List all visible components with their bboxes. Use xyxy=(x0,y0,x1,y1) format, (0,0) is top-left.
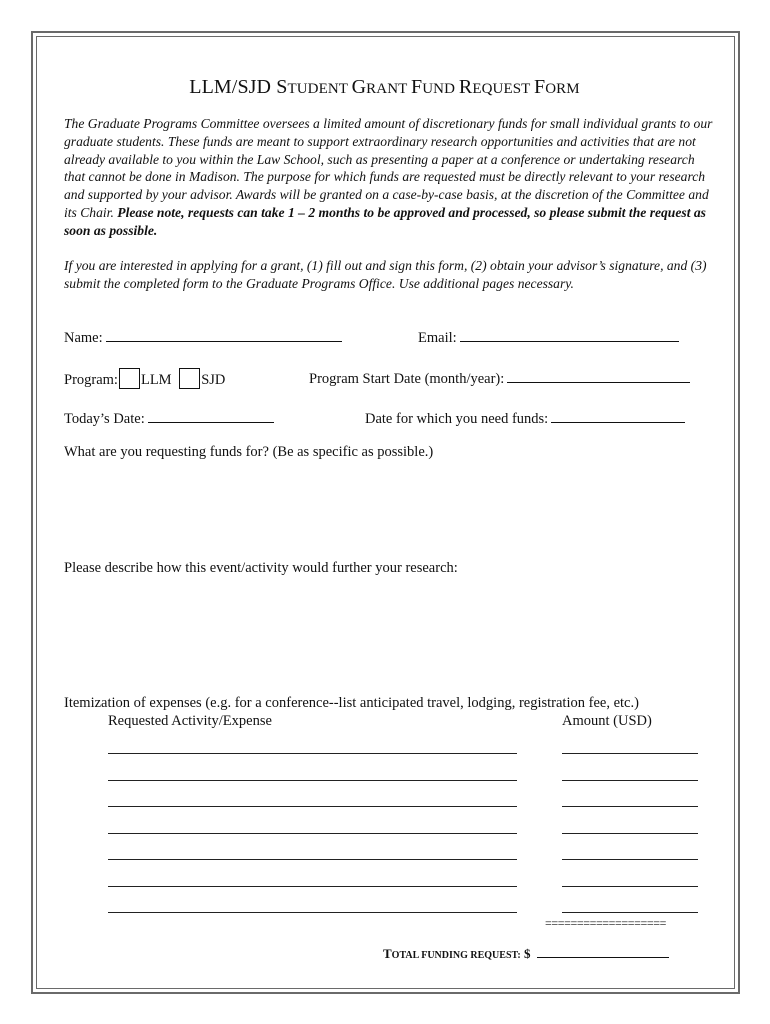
todays-date-input-line[interactable] xyxy=(148,408,274,423)
expense-activity-line[interactable] xyxy=(108,859,517,860)
funds-date-input-line[interactable] xyxy=(551,408,685,423)
funds-date-field xyxy=(365,408,685,428)
requesting-answer-area[interactable] xyxy=(64,466,714,556)
todays-date-field xyxy=(64,408,274,428)
name-input-line[interactable] xyxy=(106,327,342,342)
start-date-label: Program Start Date (month/year): xyxy=(309,371,505,387)
expense-amount-line[interactable] xyxy=(562,886,698,887)
expense-activity-line[interactable] xyxy=(108,780,517,781)
expense-amount-line[interactable] xyxy=(562,912,698,913)
total-funding-request: TOTAL FUNDING REQUEST: $ xyxy=(383,943,669,962)
expense-amount-line[interactable] xyxy=(562,833,698,834)
requesting-prompt: What are you requesting funds for? (Be as specific as possible.) xyxy=(64,444,434,460)
email-input-line[interactable] xyxy=(460,327,679,342)
expense-activity-line[interactable] xyxy=(108,912,517,913)
sjd-label: SJD xyxy=(201,372,226,388)
intro-text: The Graduate Programs Committee oversees a limited amount of discretionary funds for small individual grants to our graduate students. These funds are meant to support extraordinary research opportunities and activities that are not already available to you within the Law School, such as presenting a paper at a conference or undertaking research that cannot be done in Madison. The purpose for which funds are requested must be directly relevant to your research and supported by your advisor. Awards will be granted on a case-by-case basis, at the discretion of the Committee and its Chair. xyxy=(64,116,713,220)
expense-amount-line[interactable] xyxy=(562,806,698,807)
funds-date-label: Date for which you need funds: xyxy=(365,411,549,427)
name-label: Name: xyxy=(64,330,103,346)
intro-paragraph xyxy=(64,115,714,240)
expense-activity-line[interactable] xyxy=(108,753,517,754)
research-answer-area[interactable] xyxy=(64,582,714,687)
name-field xyxy=(64,327,342,347)
amount-column-header: Amount (USD) xyxy=(562,713,652,729)
program-field xyxy=(64,368,225,389)
total-equals-rule: =================== xyxy=(545,916,666,930)
email-label: Email: xyxy=(418,330,457,346)
instructions-paragraph: If you are interested in applying for a grant, (1) fill out and sign this form, (2) obtain your advisor’s signature, and (3) submit the completed form to the Graduate Programs Office. Use additional pages necessary. xyxy=(64,258,707,291)
form-title: LLM/SJD STUDENT GRANT FUND REQUEST FORM xyxy=(189,76,580,98)
expense-activity-line[interactable] xyxy=(108,833,517,834)
itemization-prompt: Itemization of expenses (e.g. for a conference--list anticipated travel, lodging, registration fee, etc.) xyxy=(64,695,639,711)
activity-column-header: Requested Activity/Expense xyxy=(108,713,272,729)
expense-activity-line[interactable] xyxy=(108,806,517,807)
sjd-checkbox[interactable] xyxy=(179,368,200,389)
llm-checkbox[interactable] xyxy=(119,368,140,389)
start-date-field xyxy=(309,368,690,388)
expense-amount-line[interactable] xyxy=(562,780,698,781)
program-label: Program: xyxy=(64,372,118,388)
todays-date-label: Today’s Date: xyxy=(64,411,145,427)
expense-amount-line[interactable] xyxy=(562,753,698,754)
expense-amount-line[interactable] xyxy=(562,859,698,860)
email-field xyxy=(418,327,679,347)
total-amount-input-line[interactable] xyxy=(537,943,669,958)
expense-activity-line[interactable] xyxy=(108,886,517,887)
research-prompt: Please describe how this event/activity would further your research: xyxy=(64,560,458,576)
intro-bold-note: Please note, requests can take 1 – 2 months to be approved and processed, so please submit the request as soon as possible. xyxy=(64,204,706,238)
total-label: OTAL FUNDING REQUEST: xyxy=(391,950,521,961)
start-date-input-line[interactable] xyxy=(507,368,690,383)
llm-label: LLM xyxy=(140,372,172,388)
currency-symbol: $ xyxy=(524,946,531,961)
